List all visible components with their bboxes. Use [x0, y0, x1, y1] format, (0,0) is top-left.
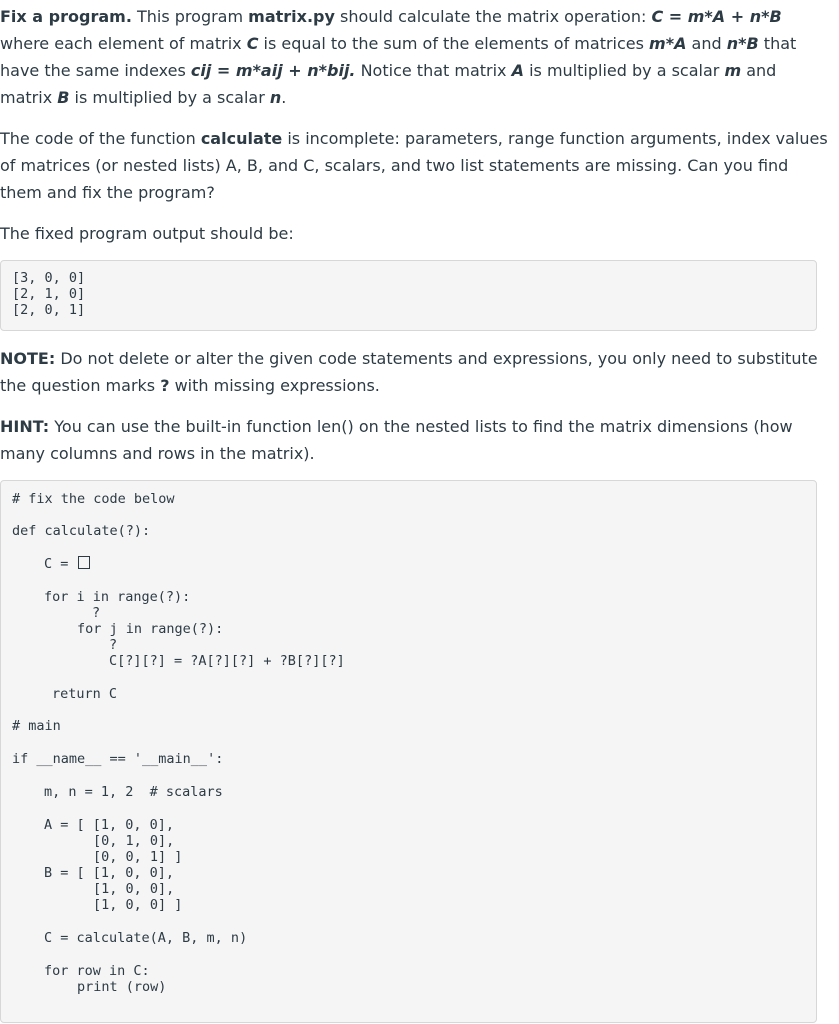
intro-text: where each element of matrix: [0, 34, 247, 53]
code-line: A = [ [1, 0, 0],: [44, 817, 175, 833]
code-line: [1, 0, 0],: [93, 881, 175, 897]
question-mark: ?: [160, 376, 170, 395]
code-line: def calculate(?):: [12, 523, 151, 539]
code-line: print (row): [77, 979, 167, 995]
code-line: for j in range(?):: [77, 621, 224, 637]
output-label: The fixed program output should be:: [0, 224, 294, 243]
output-line: [2, 1, 0]: [12, 286, 86, 302]
term-nb: n*B: [726, 34, 759, 53]
code-line: C = calculate(A, B, m, n): [44, 930, 248, 946]
code-line: for row in C:: [44, 963, 150, 979]
note-text: Do not delete or alter the given code statements and expressions, you only need to substitute the question marks: [0, 349, 818, 395]
formula: C = m*A + n*B: [651, 7, 782, 26]
note-label: NOTE:: [0, 349, 56, 368]
code-line: [1, 0, 0] ]: [93, 897, 183, 913]
intro-text: and: [686, 34, 727, 53]
code-line: [0, 1, 0],: [93, 833, 175, 849]
intro-text: is equal to the sum of the elements of matrices: [258, 34, 650, 53]
note-paragraph: [0, 345, 830, 399]
file-name: matrix.py: [248, 7, 335, 26]
matrix-c: C: [246, 34, 259, 53]
code-line: if __name__ == '__main__':: [12, 751, 224, 767]
hint-text: You can use the built-in function len() on the nested lists to find the matrix dimensions (how many columns and rows in the matrix).: [0, 417, 793, 463]
function-name: calculate: [200, 129, 283, 148]
desc-text: is incomplete: parameters, range function arguments, index values of matrices (or nested lists) A, B, and C, scalars, and two list statements are missing. Can you find them and fix the program?: [0, 129, 828, 202]
note-text: with missing expressions.: [169, 376, 380, 395]
code-line: m, n = 1, 2 # scalars: [44, 784, 223, 800]
intro-paragraph: [0, 3, 830, 111]
code-line: for i in range(?):: [44, 589, 191, 605]
code-line: # fix the code below: [12, 491, 175, 507]
scalar-n: n: [269, 88, 282, 107]
intro-text: and matrix: [0, 61, 777, 107]
hint-label: HINT:: [0, 417, 50, 436]
hint-paragraph: [0, 413, 830, 467]
scalar-m: m: [724, 61, 742, 80]
intro-text: .: [281, 88, 287, 107]
code-line: # main: [12, 718, 61, 734]
code-line: ?: [109, 637, 118, 653]
output-line: [3, 0, 0]: [12, 270, 86, 286]
term-ma: m*A: [649, 34, 687, 53]
code-line: [0, 0, 1] ]: [93, 849, 183, 865]
code-line: return C: [52, 686, 118, 702]
matrix-a: A: [511, 61, 524, 80]
intro-text: This program: [131, 7, 249, 26]
code-text: C =: [44, 556, 77, 572]
intro-text: is multiplied by a scalar: [524, 61, 725, 80]
element-formula: cij = m*aij + n*bij.: [190, 61, 356, 80]
intro-text: is multiplied by a scalar: [69, 88, 270, 107]
desc-text: The code of the function: [0, 129, 201, 148]
code-line: B = [ [1, 0, 0],: [44, 865, 175, 881]
code-line: C[?][?] = ?A[?][?] + ?B[?][?]: [109, 653, 345, 669]
empty-box-icon: [78, 556, 90, 569]
code-line: ?: [92, 605, 101, 621]
output-line: [2, 0, 1]: [12, 302, 86, 318]
description-paragraph: [0, 125, 830, 206]
intro-text: should calculate the matrix operation:: [334, 7, 652, 26]
matrix-b: B: [57, 88, 70, 107]
intro-title: Fix a program.: [0, 7, 132, 26]
output-block: [0, 260, 817, 331]
intro-text: that have the same indexes: [0, 34, 797, 80]
code-block: [0, 480, 817, 1023]
intro-text: Notice that matrix: [355, 61, 512, 80]
code-line: [44, 556, 90, 572]
